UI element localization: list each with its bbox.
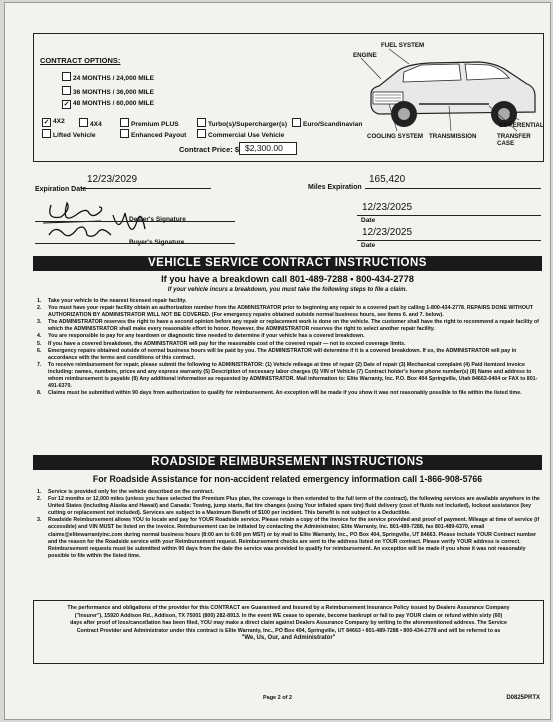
- term-36[interactable]: 36 MONTHS / 36,000 MILE: [62, 86, 154, 96]
- option-4x2-checkbox[interactable]: ✓: [43, 119, 50, 126]
- option-4x4-checkbox[interactable]: [79, 118, 88, 127]
- term-24-checkbox[interactable]: [62, 72, 71, 81]
- miles-expiration-line[interactable]: [365, 188, 541, 189]
- insurer-notice-text: The performance and obligations of the provider for this CONTRACT are Guaranteed and Insured by a Reimbursement Insurance Policy issued by Dealers Assurance Company ("Insurer"), 15920 Addison Rd., Addison, TX 75001 (800) 282-8913. In the event WE cease to operate, become bankrupt or fail to pay YOUR claim or refund within sixty (60) days after proof of loss/cancellation has been filed, YOU may make a direct claim against Dealers Assurance Company by writing to the aforementioned address. The Service Contract Provider and Administrator under this contract is Elite Warranty, Inc., PO Box 404, Springville, UT 84663 • 801-489-7288 • 800-434-2778 and will be referred to as "We, Us, Our, and Administrator": [67, 605, 510, 642]
- term-36-checkbox[interactable]: [62, 86, 71, 95]
- option-4x2[interactable]: ✓ 4X2: [43, 118, 65, 126]
- label-cooling-system: COOLING SYSTEM: [367, 133, 424, 140]
- expiration-date-label: Expiration Date: [35, 186, 87, 193]
- option-commercial[interactable]: Commercial Use Vehicle: [197, 129, 284, 139]
- service-instructions-heading: VEHICLE SERVICE CONTRACT INSTRUCTIONS: [33, 256, 542, 271]
- vehicle-diagram: [353, 34, 544, 161]
- contract-options-title: CONTRACT OPTIONS:: [40, 56, 121, 65]
- expiration-date-value: 12/23/2029: [87, 174, 138, 185]
- option-turbo-checkbox[interactable]: [197, 118, 206, 127]
- label-engine: ENGINE: [353, 52, 377, 59]
- date2-line[interactable]: [357, 240, 541, 241]
- option-premium-plus[interactable]: Premium PLUS: [120, 118, 179, 128]
- expiration-date-line[interactable]: [81, 188, 211, 189]
- roadside-phone: For Roadside Assistance for non-accident related emergency information call 1-866-908-5766: [92, 474, 483, 484]
- service-step: 4. You are responsible to pay for any teardown or diagnostic time needed to determine if your vehicle has a covered breakdown.: [37, 333, 365, 340]
- roadside-instructions-heading: ROADSIDE REIMBURSEMENT INSTRUCTIONS: [33, 455, 542, 470]
- signature-scribble: [41, 195, 181, 255]
- service-step: 2. You must have your repair facility obtain an authorization number from the ADMINISTRATOR prior to beginning any repair to a covered part by calling 1-800-434-2778. REPAIRS DONE WITHOUT AUTHORIZATION BY ADMINISTRATOR WILL NOT BE COVERED. (For emergency repairs obtained outside normal business hours, see items 6. and 7. below).: [37, 305, 534, 319]
- option-commercial-checkbox[interactable]: [197, 129, 206, 138]
- label-differential: DIFFERENTIAL: [499, 122, 544, 129]
- miles-expiration-value: 165,420: [369, 174, 406, 185]
- contract-price-label: Contract Price: $: [179, 145, 240, 154]
- date1-label: Date: [361, 217, 376, 224]
- buyer-signature-label: Buyer's Signature: [129, 239, 185, 246]
- term-options: [62, 72, 154, 109]
- service-subnote: If your vehicle incurs a breakdown, you must take the following steps to file a claim.: [167, 287, 408, 293]
- date2-value: 12/23/2025: [362, 227, 413, 238]
- date2-label: Date: [361, 242, 376, 249]
- option-enhanced-payout[interactable]: Enhanced Payout: [120, 129, 186, 139]
- dealer-signature-label: Dealer's Signature: [129, 216, 186, 223]
- service-steps-list: [37, 298, 540, 397]
- contract-options-box: [33, 33, 544, 162]
- service-step: 3. The ADMINISTRATOR reserves the right to have a second opinion before any repair or replacement work is done on the vehicle. The customer shall have the right to recommend a repair facility of which the ADMINISTRATOR shall make every reasonable effort to honor. However, the ADMINISTRATOR reserves the right to select another repair facility.: [37, 319, 539, 333]
- option-euro[interactable]: Euro/Scandinavian: [292, 118, 362, 128]
- contract-page: [4, 2, 551, 720]
- term-48-checkbox[interactable]: ✓: [63, 101, 70, 108]
- option-lifted-checkbox[interactable]: [42, 129, 51, 138]
- label-fuel-system: FUEL SYSTEM: [381, 42, 425, 49]
- option-4x4[interactable]: 4X4: [79, 118, 102, 128]
- contract-price-field[interactable]: [239, 142, 297, 155]
- option-lifted[interactable]: Lifted Vehicle: [42, 129, 96, 139]
- roadside-step: 3. Roadside Reimbursement allows YOU to locate and pay for YOUR Roadside service. Please retain a copy of the invoice for the service provided and proof of payment. Mileage at time of service (if accessible) and VIN MUST be listed on the invoice. Reimbursement can be initiated by contacting the Administrator, Elite Warranty, Inc. 801-489-7288, fax 801-489-6370, email claims@elitewarrantyinc.com during normal business hours (8:00 am to 6:00 pm MST) or by mail to Elite Warranty, Inc., PO Box 404, Springville, UT 84663. Please include YOUR Contract number and the reason for the Roadside service with your Reimbursement request. Reimbursement checks are sent to the address listed on YOUR contract. Please verify YOUR address is correct. Reimbursement requests must be submitted within 90 days from the date the service was provided to qualify for reimbursement. An exception will be made if you show it was not reasonably possible to file within the listed time.: [37, 517, 540, 559]
- roadside-step: 2. For 12 months or 12,000 miles (unless you have selected the Premium Plus plan, the coverage is then extended to the full term of the contract), the following services are available anywhere in the United States (including Alaska and Hawaii) and Canada: Towing, jump starts, flat tire changes (using Your inflated spare tire) fluid delivery (cost of fluids not included), lockout assistance (key cutting or replacement not included). Services are subject to a Maximum Benefit of $100 per incident. This benefit is not subject to a Deductible.: [37, 496, 540, 517]
- option-enhanced-payout-checkbox[interactable]: [120, 129, 129, 138]
- miles-expiration-label: Miles Expiration: [308, 184, 362, 191]
- service-step: 6. Emergency repairs obtained outside of normal business hours will be paid by you. The ADMINISTRATOR will determine if it is a covered breakdown. If so, the ADMINISTRATOR will pay in accordance with the terms and conditions of this contract.: [37, 347, 517, 361]
- form-code: D0825PRTX: [506, 695, 540, 701]
- contract-price-value: $2,300.00: [245, 143, 283, 153]
- term-48[interactable]: ✓ 48 MONTHS / 60,000 MILE: [63, 100, 154, 108]
- service-step: 7. To receive reimbursement for repair, please submit the following to ADMINISTRATOR: (1) Vehicle mileage at time of repair (2) Date of repair (3) Mechanical complaint (4) Paid itemized invoice including: names, numbers, prices and any express warranty (5) Description of necessary labor charges (6) VIN of Vehicle (7) Contract holder's home phone number(s) (8) Name and address to whom reimbursement is payable (9) Any additional information as requested by ADMINISTRATOR. Mail information to: Elite Warranty, Inc. P.O. Box 404 Springville, Utah 84663-0404 or FAX to 801-491-6370.: [37, 361, 538, 390]
- roadside-step: 1. Service is provided only for the vehicle described on the contract.: [37, 489, 215, 495]
- date1-value: 12/23/2025: [362, 202, 413, 213]
- date1-line[interactable]: [357, 215, 541, 216]
- label-transfer-case: TRANSFER CASE: [497, 133, 531, 147]
- term-24[interactable]: 24 MONTHS / 24,000 MILE: [62, 72, 154, 82]
- page-number: Page 2 of 2: [262, 695, 293, 701]
- option-premium-plus-checkbox[interactable]: [120, 118, 129, 127]
- label-transmission: TRANSMISSION: [429, 133, 477, 140]
- service-breakdown-phone: If you have a breakdown call 801-489-7288 • 800-434-2778: [161, 274, 414, 284]
- insurer-notice-box: [33, 600, 544, 664]
- roadside-steps-list: [37, 489, 540, 560]
- service-step: 5. If you have a covered breakdown, the ADMINISTRATOR will pay for the reasonable cost of the covered repair — not to exceed coverage limits.: [37, 340, 406, 347]
- service-step: 8. Claims must be submitted within 90 days from authorization to qualify for reimbursement. An exception will be made if you show it was not reasonably possible to file within the listed time.: [37, 390, 522, 397]
- option-euro-checkbox[interactable]: [292, 118, 301, 127]
- service-step: 1. Take your vehicle to the nearest licensed repair facility.: [37, 298, 187, 304]
- option-turbo[interactable]: Turbo(s)/Supercharger(s): [197, 118, 287, 128]
